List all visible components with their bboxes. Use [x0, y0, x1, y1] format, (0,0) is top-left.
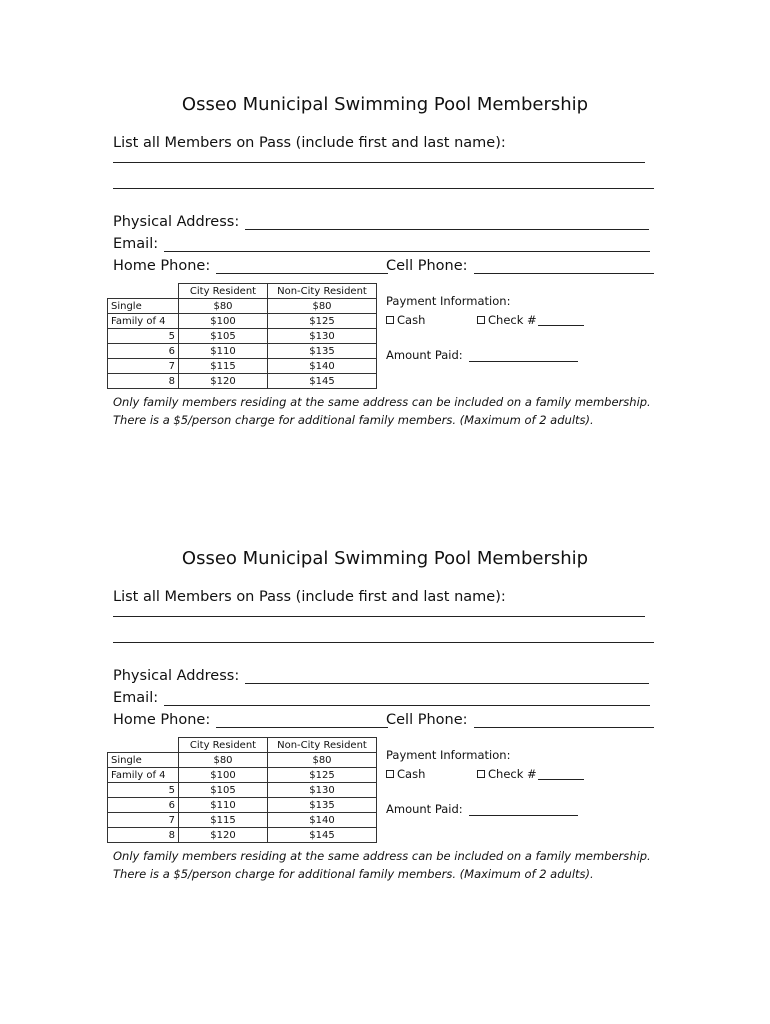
row-label: 6: [108, 798, 179, 813]
address-input-line[interactable]: [245, 215, 649, 230]
row-label: 5: [108, 329, 179, 344]
check-option[interactable]: [477, 313, 584, 327]
noncity-price: $135: [268, 344, 377, 359]
noncity-price: $125: [268, 768, 377, 783]
email-input-line[interactable]: [164, 691, 650, 706]
row-label: Single: [108, 299, 179, 314]
home-phone-input-line[interactable]: [216, 259, 388, 274]
check-label: Check #: [488, 767, 537, 781]
table-row: [108, 768, 377, 783]
city-price: $110: [179, 798, 268, 813]
table-row: [108, 798, 377, 813]
home-phone-input-line[interactable]: [216, 713, 388, 728]
noncity-price: $80: [268, 299, 377, 314]
noncity-price: $125: [268, 314, 377, 329]
address-label: Physical Address:: [113, 214, 240, 230]
cash-label: Cash: [397, 313, 426, 327]
noncity-price: $130: [268, 783, 377, 798]
city-price: $105: [179, 329, 268, 344]
payment-title: Payment Information:: [386, 748, 511, 762]
cell-phone-field: [386, 712, 654, 728]
noncity-price: $80: [268, 753, 377, 768]
amount-paid-field: [386, 802, 578, 816]
email-label: Email:: [113, 236, 159, 252]
family-note-line-2: There is a $5/person charge for additional family members. (Maximum of 2 adults).: [113, 867, 594, 881]
row-label: Single: [108, 753, 179, 768]
amount-paid-input-line[interactable]: [469, 351, 578, 362]
email-input-line[interactable]: [164, 237, 650, 252]
form-title: Osseo Municipal Swimming Pool Membership: [181, 548, 589, 569]
cell-phone-field: [386, 258, 654, 274]
table-row: [108, 828, 377, 843]
cash-option[interactable]: [386, 767, 425, 781]
email-label: Email:: [113, 690, 159, 706]
city-price: $120: [179, 828, 268, 843]
row-label: Family of 4: [108, 314, 179, 329]
city-price: $80: [179, 753, 268, 768]
table-row: [108, 783, 377, 798]
noncity-price: $140: [268, 813, 377, 828]
payment-title: Payment Information:: [386, 294, 511, 308]
home-phone-field: [113, 712, 388, 728]
table-row: [108, 753, 377, 768]
table-header-noncity: Non-City Resident: [268, 284, 377, 299]
city-price: $120: [179, 374, 268, 389]
row-label: 7: [108, 813, 179, 828]
family-note-line-2: There is a $5/person charge for additional family members. (Maximum of 2 adults).: [113, 413, 594, 427]
row-label: 6: [108, 344, 179, 359]
cash-label: Cash: [397, 767, 426, 781]
table-row: [108, 359, 377, 374]
cell-phone-input-line[interactable]: [474, 713, 654, 728]
city-price: $100: [179, 314, 268, 329]
family-note-line-1: Only family members residing at the same address can be included on a family membership.: [113, 849, 651, 863]
row-label: 8: [108, 828, 179, 843]
check-number-input-line[interactable]: [538, 769, 584, 780]
table-header-row: [108, 738, 377, 753]
email-field: [113, 690, 650, 706]
table-header-city: City Resident: [179, 284, 268, 299]
table-row: [108, 813, 377, 828]
row-label: 8: [108, 374, 179, 389]
table-row: [108, 329, 377, 344]
city-price: $100: [179, 768, 268, 783]
cell-phone-label: Cell Phone:: [386, 712, 468, 728]
form-title: Osseo Municipal Swimming Pool Membership: [181, 94, 589, 115]
amount-paid-field: [386, 348, 578, 362]
email-field: [113, 236, 650, 252]
table-row: [108, 314, 377, 329]
table-row: [108, 344, 377, 359]
noncity-price: $130: [268, 329, 377, 344]
address-label: Physical Address:: [113, 668, 240, 684]
noncity-price: $140: [268, 359, 377, 374]
rates-table: [107, 737, 377, 843]
noncity-price: $145: [268, 374, 377, 389]
table-row: [108, 299, 377, 314]
city-price: $105: [179, 783, 268, 798]
table-header-row: [108, 284, 377, 299]
home-phone-label: Home Phone:: [113, 712, 211, 728]
row-label: 7: [108, 359, 179, 374]
address-field: [113, 668, 649, 684]
city-price: $115: [179, 813, 268, 828]
table-row: [108, 374, 377, 389]
members-input-line-1[interactable]: [113, 616, 645, 617]
table-header-city: City Resident: [179, 738, 268, 753]
address-input-line[interactable]: [245, 669, 649, 684]
city-price: $80: [179, 299, 268, 314]
city-price: $110: [179, 344, 268, 359]
city-price: $115: [179, 359, 268, 374]
home-phone-field: [113, 258, 388, 274]
members-label: List all Members on Pass (include first and last name):: [113, 589, 506, 605]
members-input-line-2[interactable]: [113, 642, 654, 643]
members-input-line-1[interactable]: [113, 162, 645, 163]
cash-option[interactable]: [386, 313, 425, 327]
home-phone-label: Home Phone:: [113, 258, 211, 274]
table-header-noncity: Non-City Resident: [268, 738, 377, 753]
check-label: Check #: [488, 313, 537, 327]
cell-phone-label: Cell Phone:: [386, 258, 468, 274]
cash-checkbox[interactable]: [386, 770, 394, 778]
table-header-blank: [108, 738, 179, 753]
check-checkbox[interactable]: [477, 770, 485, 778]
rates-table: [107, 283, 377, 389]
table-header-blank: [108, 284, 179, 299]
check-checkbox[interactable]: [477, 316, 485, 324]
amount-paid-input-line[interactable]: [469, 805, 578, 816]
amount-paid-label: Amount Paid:: [386, 802, 463, 816]
row-label: 5: [108, 783, 179, 798]
cash-checkbox[interactable]: [386, 316, 394, 324]
check-number-input-line[interactable]: [538, 315, 584, 326]
row-label: Family of 4: [108, 768, 179, 783]
cell-phone-input-line[interactable]: [474, 259, 654, 274]
members-input-line-2[interactable]: [113, 188, 654, 189]
family-note-line-1: Only family members residing at the same address can be included on a family membership.: [113, 395, 651, 409]
check-option[interactable]: [477, 767, 584, 781]
members-label: List all Members on Pass (include first and last name):: [113, 135, 506, 151]
noncity-price: $135: [268, 798, 377, 813]
address-field: [113, 214, 649, 230]
noncity-price: $145: [268, 828, 377, 843]
amount-paid-label: Amount Paid:: [386, 348, 463, 362]
